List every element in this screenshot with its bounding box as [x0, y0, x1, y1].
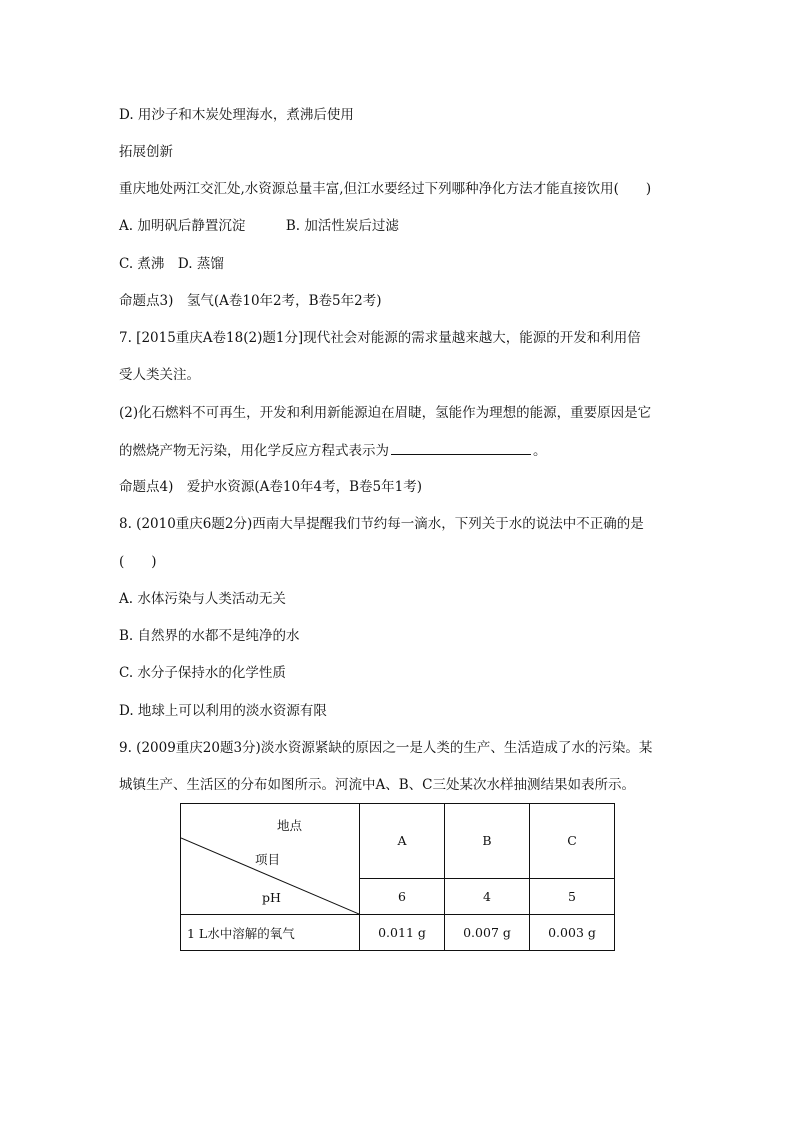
question-9-line2: 城镇生产、生活区的分布如图所示。河流中A、B、C三处某次水样抽测结果如表所示。: [119, 777, 635, 793]
column-header-c: C: [530, 804, 615, 879]
table-row: [181, 915, 615, 951]
question-text: 重庆地处两江交汇处,水资源总量丰富,但江水要经过下列哪种净化方法才能直接饮用( ): [119, 181, 652, 197]
row-label-oxygen: 1 L水中溶解的氧气: [181, 915, 360, 951]
question-7-part2-text: 的燃烧产物无污染，用化学反应方程式表示为: [119, 443, 389, 459]
question-8-option-a: A. 水体污染与人类活动无关: [119, 591, 286, 607]
question-7-line2: 受人类关注。: [119, 367, 200, 383]
question-7-end: 。: [533, 443, 547, 459]
question-7-part2-line1: (2)化石燃料不可再生，开发和利用新能源迫在眉睫，氢能作为理想的能源，重要原因是它: [119, 405, 652, 421]
line-option-d: D. 用沙子和木炭处理海水，煮沸后使用: [119, 107, 354, 123]
header-location: 地点: [277, 818, 303, 833]
ph-row-label: pH: [262, 890, 281, 905]
cell-oxygen-c: 0.003 g: [530, 915, 615, 951]
options-cd: C. 煮沸 D. 蒸馏: [119, 256, 224, 272]
column-header-a: A: [360, 804, 445, 879]
question-9-line1: 9. (2009重庆20题3分)淡水资源紧缺的原因之一是人类的生产、生活造成了水的污染。某: [119, 740, 653, 756]
topic-heading-hydrogen: 命题点3) 氢气(A卷10年2考，B卷5年2考): [119, 293, 382, 309]
cell-ph-a: 6: [360, 878, 445, 914]
options-ab: A. 加明矾后静置沉淀 B. 加活性炭后过滤: [119, 218, 399, 234]
question-8-option-d: D. 地球上可以利用的淡水资源有限: [119, 703, 327, 719]
section-heading-extension: 拓展创新: [119, 144, 173, 160]
header-item: 项目: [255, 852, 281, 867]
topic-heading-water: 命题点4) 爱护水资源(A卷10年4考，B卷5年1考): [119, 479, 423, 495]
question-8-line2: ( ): [119, 554, 157, 570]
water-sample-table: [180, 803, 615, 951]
table-header-row: [181, 804, 615, 879]
answer-blank[interactable]: [391, 441, 531, 455]
question-7-part2-line2: [119, 441, 547, 460]
question-7-line1: 7. [2015重庆A卷18(2)题1分]现代社会对能源的需求量越来越大，能源的开发和利用倍: [119, 330, 641, 346]
question-8-option-c: C. 水分子保持水的化学性质: [119, 665, 286, 681]
column-header-b: B: [445, 804, 530, 879]
cell-ph-c: 5: [530, 878, 615, 914]
cell-ph-b: 4: [445, 878, 530, 914]
cell-oxygen-a: 0.011 g: [360, 915, 445, 951]
cell-oxygen-b: 0.007 g: [445, 915, 530, 951]
question-8-line1: 8. (2010重庆6题2分)西南大旱提醒我们节约每一滴水，下列关于水的说法中不正确的是: [119, 516, 644, 532]
question-8-option-b: B. 自然界的水都不是纯净的水: [119, 628, 300, 644]
